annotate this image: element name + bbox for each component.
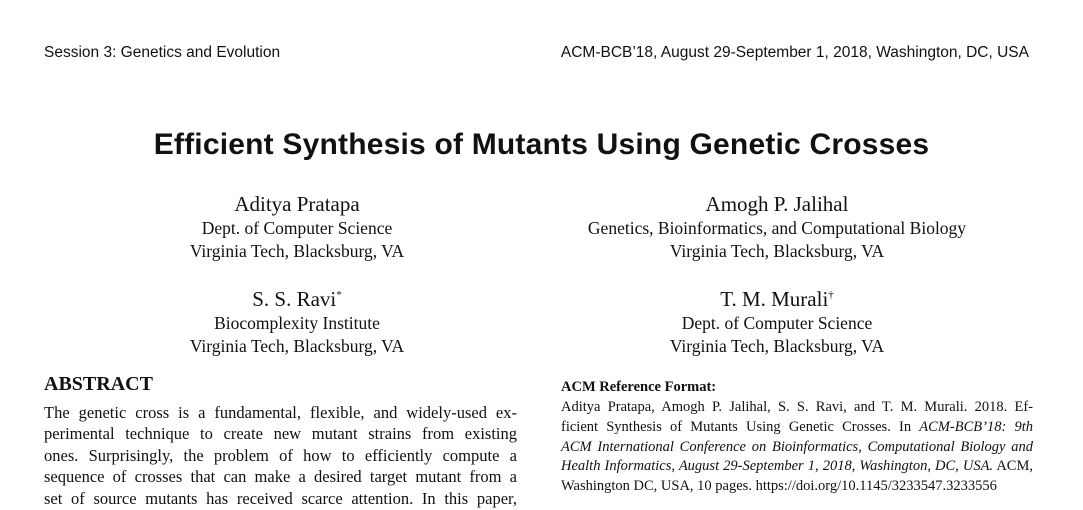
author-block-2 <box>557 191 997 263</box>
abstract-line: The genetic cross is a fundamental, flexible, and widely-used ex- <box>44 403 517 422</box>
author-name: Amogh P. Jalihal <box>705 192 849 216</box>
author-affiliation: Biocomplexity Institute <box>214 313 380 333</box>
reference-line: Health Informatics, August 29-September 1, 2018, Washington, DC, USA. ACM, <box>561 458 1033 475</box>
reference-format-heading: ACM Reference Format: <box>561 379 717 395</box>
author-affiliation: Dept. of Computer Science <box>681 313 873 333</box>
author-block-1 <box>77 191 517 263</box>
running-header-session: Session 3: Genetics and Evolution <box>44 44 281 61</box>
author-name: S. S. Ravi* <box>252 287 342 311</box>
running-header-conference: ACM-BCB’18, August 29-September 1, 2018, Washington, DC, USA <box>560 44 1029 61</box>
reference-line: Washington DC, USA, 10 pages. https://doi.org/10.1145/3233547.3233556 <box>561 478 997 495</box>
author-name: Aditya Pratapa <box>234 192 360 216</box>
author-name: T. M. Murali† <box>720 287 834 311</box>
author-affiliation: Genetics, Bioinformatics, and Computational Biology <box>587 218 967 238</box>
reference-line: ACM International Conference on Bioinformatics, Computational Biology and <box>561 438 1033 455</box>
author-affiliation: Dept. of Computer Science <box>201 218 393 238</box>
paper-title: Efficient Synthesis of Mutants Using Genetic Crosses <box>153 128 930 161</box>
author-block-3 <box>77 286 517 358</box>
abstract-heading: ABSTRACT <box>44 373 153 395</box>
author-block-4 <box>557 286 997 358</box>
reference-line: ficient Synthesis of Mutants Using Genetic Crosses. In ACM-BCB’18: 9th <box>561 418 1033 435</box>
author-location: Virginia Tech, Blacksburg, VA <box>669 241 885 261</box>
abstract-line: set of source mutants has received scarce attention. In this paper, <box>44 488 517 508</box>
abstract-line: ones. Surprisingly, the problem of how to efficiently compute a <box>44 445 517 465</box>
author-location: Virginia Tech, Blacksburg, VA <box>189 336 405 356</box>
reference-format-body <box>561 398 1033 497</box>
author-location: Virginia Tech, Blacksburg, VA <box>669 336 885 356</box>
abstract-body <box>44 402 517 509</box>
abstract-line: perimental technique to create new mutant strains from existing <box>44 424 517 444</box>
reference-line: Aditya Pratapa, Amogh P. Jalihal, S. S. Ravi, and T. M. Murali. 2018. Ef- <box>561 399 1033 415</box>
abstract-line: sequence of crosses that can make a desired target mutant from a <box>44 467 517 487</box>
author-location: Virginia Tech, Blacksburg, VA <box>189 241 405 261</box>
